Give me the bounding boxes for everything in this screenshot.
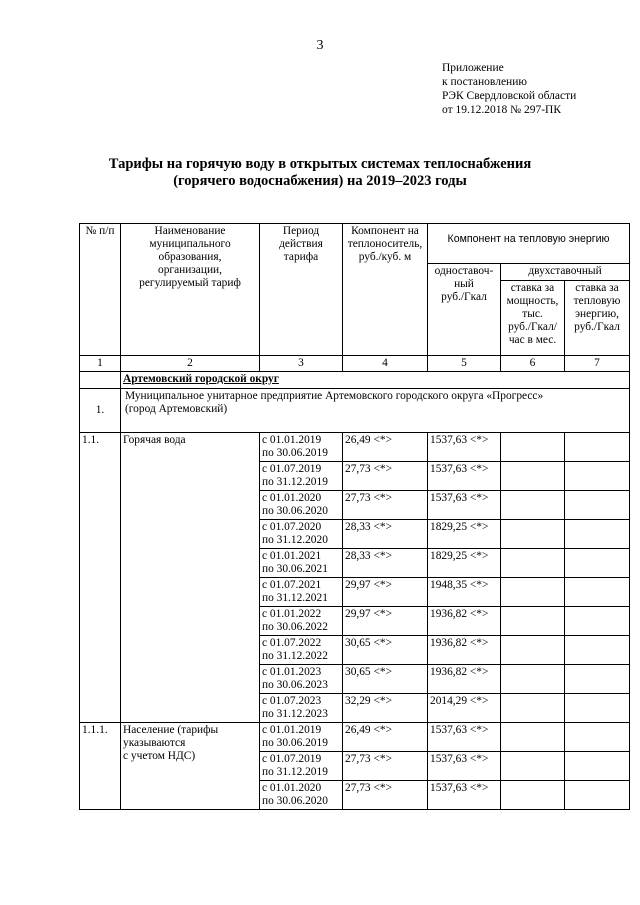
- single-rate-value: 1936,82 <*>: [428, 636, 501, 665]
- period-to: по 31.12.2019: [262, 476, 328, 488]
- period-to: по 31.12.2019: [262, 766, 328, 778]
- organization-row: [80, 389, 630, 433]
- period-to: по 30.06.2019: [262, 447, 328, 459]
- capacity-rate-value: [501, 694, 565, 723]
- period-cell: [260, 694, 343, 723]
- appendix-line: Приложение: [442, 62, 504, 74]
- period-cell: [260, 433, 343, 462]
- carrier-value: 29,97 <*>: [343, 578, 428, 607]
- period-cell: [260, 752, 343, 781]
- org-name: [121, 389, 630, 433]
- header-carrier-line: Компонент на: [351, 225, 419, 237]
- header-period-line: тарифа: [283, 251, 319, 263]
- header-name-line: муниципального: [149, 238, 231, 250]
- period-from: с 01.07.2020: [262, 521, 322, 533]
- carrier-value: 27,73 <*>: [343, 752, 428, 781]
- tariff-row: [80, 723, 630, 752]
- carrier-value: 27,73 <*>: [343, 462, 428, 491]
- header-carrier-component: [343, 224, 428, 356]
- header-heat-component: Компонент на тепловую энергию: [428, 224, 630, 264]
- header-name: [121, 224, 260, 356]
- group-name-line: указываются: [123, 737, 186, 749]
- column-numbers-row: [80, 356, 630, 372]
- tariff-row: [80, 433, 630, 462]
- single-rate-value: 1829,25 <*>: [428, 520, 501, 549]
- single-rate-value: 1537,63 <*>: [428, 752, 501, 781]
- period-to: по 31.12.2022: [262, 650, 328, 662]
- group-name-line: Горячая вода: [123, 434, 186, 446]
- carrier-value: 32,29 <*>: [343, 694, 428, 723]
- period-cell: [260, 636, 343, 665]
- period-from: с 01.01.2020: [262, 492, 322, 504]
- carrier-value: 30,65 <*>: [343, 665, 428, 694]
- period-to: по 31.12.2020: [262, 534, 328, 546]
- capacity-rate-value: [501, 665, 565, 694]
- period-cell: [260, 723, 343, 752]
- period-from: с 01.07.2019: [262, 753, 322, 765]
- column-number: 5: [428, 356, 501, 372]
- capacity-rate-value: [501, 549, 565, 578]
- capacity-rate-value: [501, 752, 565, 781]
- period-from: с 01.07.2023: [262, 695, 322, 707]
- period-cell: [260, 491, 343, 520]
- energy-rate-value: [565, 578, 630, 607]
- energy-rate-value: [565, 491, 630, 520]
- header-energy-line: тепловую: [573, 295, 621, 307]
- energy-rate-value: [565, 520, 630, 549]
- appendix-note: [442, 61, 576, 117]
- period-to: по 31.12.2021: [262, 592, 328, 604]
- single-rate-value: 1537,63 <*>: [428, 433, 501, 462]
- period-cell: [260, 781, 343, 810]
- period-cell: [260, 665, 343, 694]
- title-line: Тарифы на горячую воду в открытых системах теплоснабжения: [108, 156, 532, 172]
- group-name-line: Население (тарифы: [123, 724, 219, 736]
- header-single-rate: [428, 264, 501, 356]
- header-name-line: Наименование: [154, 225, 226, 237]
- period-from: с 01.01.2019: [262, 434, 322, 446]
- carrier-value: 27,73 <*>: [343, 781, 428, 810]
- column-number: 3: [260, 356, 343, 372]
- header-carrier-line: теплоноситель,: [347, 238, 423, 250]
- carrier-value: 26,49 <*>: [343, 433, 428, 462]
- period-from: с 01.01.2021: [262, 550, 322, 562]
- period-cell: [260, 549, 343, 578]
- group-number: 1.1.1.: [80, 723, 121, 810]
- energy-rate-value: [565, 723, 630, 752]
- capacity-rate-value: [501, 491, 565, 520]
- capacity-rate-value: [501, 462, 565, 491]
- capacity-rate-value: [501, 723, 565, 752]
- header-capacity-line: руб./Гкал/: [508, 321, 557, 333]
- appendix-line: РЭК Свердловской области: [442, 90, 577, 102]
- header-period-line: Период: [282, 225, 320, 237]
- single-rate-value: 2014,29 <*>: [428, 694, 501, 723]
- energy-rate-value: [565, 781, 630, 810]
- header-single-line: одноставоч-: [434, 265, 494, 277]
- energy-rate-value: [565, 462, 630, 491]
- header-name-line: образования,: [158, 251, 222, 263]
- period-cell: [260, 462, 343, 491]
- single-rate-value: 1936,82 <*>: [428, 607, 501, 636]
- single-rate-value: 1537,63 <*>: [428, 781, 501, 810]
- appendix-line: от 19.12.2018 № 297-ПК: [442, 104, 562, 116]
- header-energy-line: руб./Гкал: [574, 321, 620, 333]
- capacity-rate-value: [501, 578, 565, 607]
- period-cell: [260, 520, 343, 549]
- single-rate-value: 1537,63 <*>: [428, 462, 501, 491]
- group-number: 1.1.: [80, 433, 121, 723]
- capacity-rate-value: [501, 433, 565, 462]
- period-from: с 01.07.2019: [262, 463, 322, 475]
- header-energy-line: ставка за: [575, 282, 619, 294]
- period-to: по 30.06.2020: [262, 795, 328, 807]
- period-from: с 01.07.2021: [262, 579, 322, 591]
- header-capacity-line: час в мес.: [508, 334, 557, 346]
- single-rate-value: 1936,82 <*>: [428, 665, 501, 694]
- carrier-value: 26,49 <*>: [343, 723, 428, 752]
- org-number: 1.: [80, 389, 121, 433]
- energy-rate-value: [565, 694, 630, 723]
- single-rate-value: 1948,35 <*>: [428, 578, 501, 607]
- header-name-line: организации,: [158, 264, 222, 276]
- single-rate-value: 1829,25 <*>: [428, 549, 501, 578]
- header-period: [260, 224, 343, 356]
- header-carrier-line: руб./куб. м: [358, 251, 412, 263]
- period-from: с 01.01.2023: [262, 666, 322, 678]
- header-energy-rate: [565, 281, 630, 356]
- header-capacity-line: тыс.: [522, 308, 543, 320]
- column-number: 1: [80, 356, 121, 372]
- appendix-line: к постановлению: [442, 76, 527, 88]
- energy-rate-value: [565, 752, 630, 781]
- energy-rate-value: [565, 607, 630, 636]
- period-from: с 01.01.2019: [262, 724, 322, 736]
- period-from: с 01.01.2022: [262, 608, 322, 620]
- header-period-line: действия: [279, 238, 323, 250]
- capacity-rate-value: [501, 607, 565, 636]
- region-row: [80, 372, 630, 389]
- carrier-value: 28,33 <*>: [343, 520, 428, 549]
- group-name-line: с учетом НДС): [123, 750, 196, 762]
- column-number: 6: [501, 356, 565, 372]
- carrier-value: 28,33 <*>: [343, 549, 428, 578]
- column-number: 7: [565, 356, 630, 372]
- header-energy-line: энергию,: [575, 308, 619, 320]
- period-cell: [260, 607, 343, 636]
- single-rate-value: 1537,63 <*>: [428, 491, 501, 520]
- period-to: по 30.06.2023: [262, 679, 328, 691]
- period-from: с 01.07.2022: [262, 637, 322, 649]
- period-to: по 30.06.2020: [262, 505, 328, 517]
- period-to: по 31.12.2023: [262, 708, 328, 720]
- capacity-rate-value: [501, 636, 565, 665]
- period-from: с 01.01.2020: [262, 782, 322, 794]
- capacity-rate-value: [501, 520, 565, 549]
- region-name: Артемовский городской округ: [121, 372, 630, 389]
- capacity-rate-value: [501, 781, 565, 810]
- period-cell: [260, 578, 343, 607]
- energy-rate-value: [565, 549, 630, 578]
- column-number: 4: [343, 356, 428, 372]
- header-name-line: регулируемый тариф: [139, 277, 241, 289]
- period-to: по 30.06.2019: [262, 737, 328, 749]
- header-single-line: руб./Гкал: [441, 291, 487, 303]
- org-name-line: (город Артемовский): [125, 403, 228, 415]
- energy-rate-value: [565, 636, 630, 665]
- header-capacity-line: ставка за: [510, 282, 555, 294]
- page-number: 3: [316, 38, 324, 53]
- column-number: 2: [121, 356, 260, 372]
- period-to: по 30.06.2022: [262, 621, 328, 633]
- group-name: [121, 433, 260, 723]
- header-two-rate: двухставочный: [501, 264, 630, 281]
- header-capacity-line: мощность,: [506, 295, 559, 307]
- energy-rate-value: [565, 665, 630, 694]
- header-single-line: ный: [454, 278, 474, 290]
- title-line: (горячего водоснабжения) на 2019–2023 годы: [173, 173, 467, 189]
- document-title: [0, 156, 640, 190]
- carrier-value: 30,65 <*>: [343, 636, 428, 665]
- org-name-line: Муниципальное унитарное предприятие Артемовского городского округа «Прогресс»: [125, 390, 544, 402]
- header-num: № п/п: [80, 224, 121, 356]
- group-name: [121, 723, 260, 810]
- period-to: по 30.06.2021: [262, 563, 328, 575]
- single-rate-value: 1537,63 <*>: [428, 723, 501, 752]
- carrier-value: 29,97 <*>: [343, 607, 428, 636]
- tariff-table: [79, 223, 630, 810]
- header-capacity-rate: [501, 281, 565, 356]
- energy-rate-value: [565, 433, 630, 462]
- carrier-value: 27,73 <*>: [343, 491, 428, 520]
